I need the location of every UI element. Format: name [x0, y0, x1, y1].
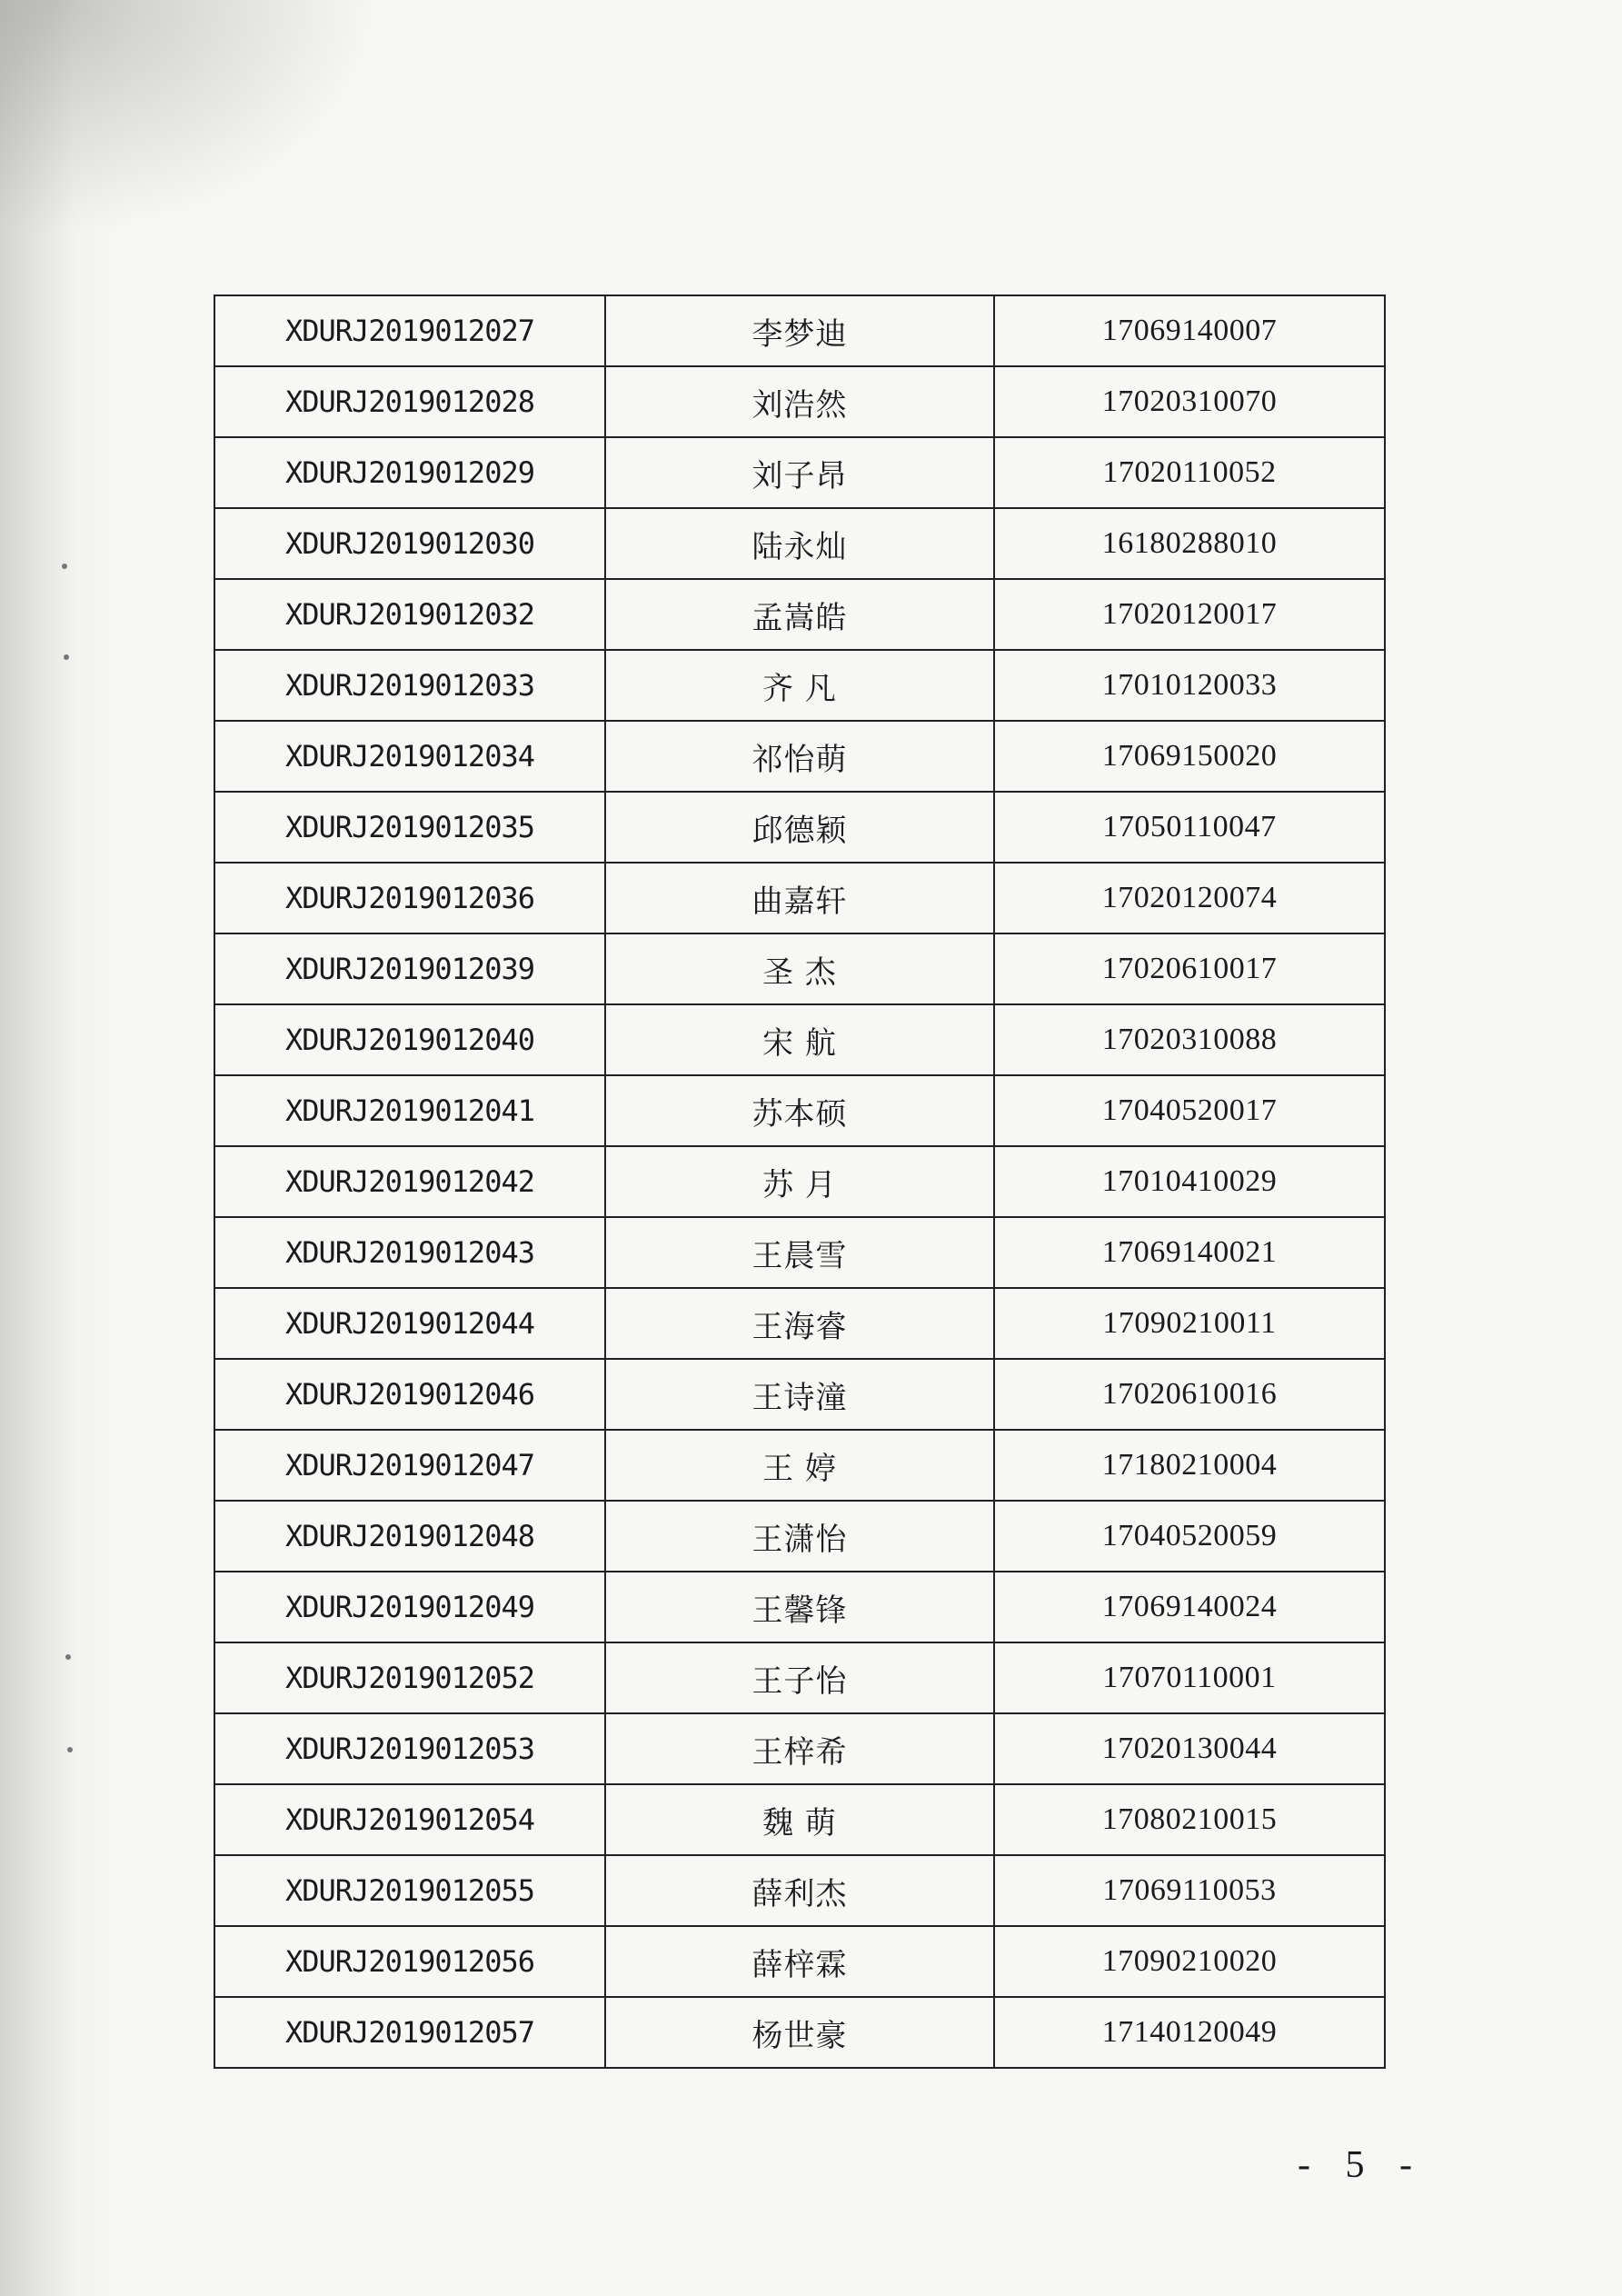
student-number-cell: 17070110001	[994, 1642, 1385, 1713]
student-name-cell: 王晨雪	[605, 1217, 994, 1288]
registration-id-cell: XDURJ2019012028	[214, 366, 605, 437]
table-row	[214, 579, 1385, 650]
table-row	[214, 792, 1385, 863]
student-number-cell: 17090210011	[994, 1288, 1385, 1359]
scan-speck	[62, 564, 67, 569]
table-row	[214, 1713, 1385, 1784]
scan-shadow-top	[0, 0, 382, 236]
student-name-cell: 祁怡萌	[605, 721, 994, 792]
student-name-cell: 齐 凡	[605, 650, 994, 721]
student-name-cell: 陆永灿	[605, 508, 994, 579]
table-row	[214, 1997, 1385, 2068]
table-row	[214, 1572, 1385, 1642]
student-name-cell: 邱德颖	[605, 792, 994, 863]
student-number-cell: 17020310088	[994, 1004, 1385, 1075]
table-row	[214, 1642, 1385, 1713]
student-number-cell: 17040520059	[994, 1501, 1385, 1572]
table-row	[214, 1784, 1385, 1855]
table-row	[214, 508, 1385, 579]
registration-id-cell: XDURJ2019012043	[214, 1217, 605, 1288]
student-number-cell: 17010120033	[994, 650, 1385, 721]
scan-shadow	[0, 0, 127, 2296]
student-number-cell: 17140120049	[994, 1997, 1385, 2068]
registration-id-cell: XDURJ2019012030	[214, 508, 605, 579]
student-number-cell: 17090210020	[994, 1926, 1385, 1997]
registration-id-cell: XDURJ2019012032	[214, 579, 605, 650]
table-row	[214, 650, 1385, 721]
student-name-cell: 王海睿	[605, 1288, 994, 1359]
student-name-cell: 苏本硕	[605, 1075, 994, 1146]
registration-id-cell: XDURJ2019012039	[214, 933, 605, 1004]
student-number-cell: 17020110052	[994, 437, 1385, 508]
student-name-cell: 魏 萌	[605, 1784, 994, 1855]
registration-id-cell: XDURJ2019012041	[214, 1075, 605, 1146]
registration-id-cell: XDURJ2019012054	[214, 1784, 605, 1855]
student-number-cell: 17080210015	[994, 1784, 1385, 1855]
student-number-cell: 17180210004	[994, 1430, 1385, 1501]
student-number-cell: 17020310070	[994, 366, 1385, 437]
student-name-cell: 宋 航	[605, 1004, 994, 1075]
registration-id-cell: XDURJ2019012044	[214, 1288, 605, 1359]
student-name-cell: 薛利杰	[605, 1855, 994, 1926]
registration-id-cell: XDURJ2019012057	[214, 1997, 605, 2068]
table-row	[214, 366, 1385, 437]
table-row	[214, 1288, 1385, 1359]
student-number-cell: 17050110047	[994, 792, 1385, 863]
registration-id-cell: XDURJ2019012036	[214, 863, 605, 933]
student-number-cell: 17040520017	[994, 1075, 1385, 1146]
registration-id-cell: XDURJ2019012053	[214, 1713, 605, 1784]
registration-id-cell: XDURJ2019012049	[214, 1572, 605, 1642]
student-number-cell: 17010410029	[994, 1146, 1385, 1217]
table-row	[214, 863, 1385, 933]
table-row	[214, 1004, 1385, 1075]
scan-speck	[65, 1654, 71, 1660]
table-row	[214, 1075, 1385, 1146]
student-name-cell: 圣 杰	[605, 933, 994, 1004]
student-number-cell: 17020120074	[994, 863, 1385, 933]
table-row	[214, 1430, 1385, 1501]
student-number-cell: 17020610016	[994, 1359, 1385, 1430]
roster-table-body	[214, 295, 1385, 2068]
student-number-cell: 17020130044	[994, 1713, 1385, 1784]
student-name-cell: 李梦迪	[605, 295, 994, 366]
table-row	[214, 1217, 1385, 1288]
student-number-cell: 17069140007	[994, 295, 1385, 366]
registration-id-cell: XDURJ2019012052	[214, 1642, 605, 1713]
table-row	[214, 1501, 1385, 1572]
student-name-cell: 杨世豪	[605, 1997, 994, 2068]
table-row	[214, 1855, 1385, 1926]
registration-id-cell: XDURJ2019012042	[214, 1146, 605, 1217]
table-row	[214, 933, 1385, 1004]
student-name-cell: 王子怡	[605, 1642, 994, 1713]
registration-id-cell: XDURJ2019012033	[214, 650, 605, 721]
table-row	[214, 295, 1385, 366]
student-name-cell: 王馨锋	[605, 1572, 994, 1642]
page-number: - 5 -	[1298, 2144, 1425, 2186]
student-name-cell: 孟嵩皓	[605, 579, 994, 650]
registration-id-cell: XDURJ2019012027	[214, 295, 605, 366]
student-name-cell: 王梓希	[605, 1713, 994, 1784]
student-name-cell: 王潇怡	[605, 1501, 994, 1572]
student-number-cell: 17020610017	[994, 933, 1385, 1004]
scan-speck	[67, 1747, 73, 1752]
table-row	[214, 1146, 1385, 1217]
student-name-cell: 刘子昂	[605, 437, 994, 508]
registration-id-cell: XDURJ2019012048	[214, 1501, 605, 1572]
student-number-cell: 17069110053	[994, 1855, 1385, 1926]
student-name-cell: 薛梓霖	[605, 1926, 994, 1997]
registration-id-cell: XDURJ2019012029	[214, 437, 605, 508]
registration-id-cell: XDURJ2019012040	[214, 1004, 605, 1075]
student-number-cell: 17069140021	[994, 1217, 1385, 1288]
table-row	[214, 1359, 1385, 1430]
student-number-cell: 16180288010	[994, 508, 1385, 579]
registration-id-cell: XDURJ2019012035	[214, 792, 605, 863]
student-name-cell: 王 婷	[605, 1430, 994, 1501]
student-name-cell: 曲嘉轩	[605, 863, 994, 933]
student-number-cell: 17020120017	[994, 579, 1385, 650]
table-row	[214, 721, 1385, 792]
registration-id-cell: XDURJ2019012047	[214, 1430, 605, 1501]
student-number-cell: 17069140024	[994, 1572, 1385, 1642]
table-row	[214, 437, 1385, 508]
registration-id-cell: XDURJ2019012034	[214, 721, 605, 792]
student-name-cell: 刘浩然	[605, 366, 994, 437]
roster-table	[214, 294, 1386, 2069]
table-row	[214, 1926, 1385, 1997]
scan-speck	[64, 654, 69, 660]
registration-id-cell: XDURJ2019012046	[214, 1359, 605, 1430]
student-name-cell: 苏 月	[605, 1146, 994, 1217]
student-name-cell: 王诗潼	[605, 1359, 994, 1430]
student-number-cell: 17069150020	[994, 721, 1385, 792]
registration-id-cell: XDURJ2019012056	[214, 1926, 605, 1997]
registration-id-cell: XDURJ2019012055	[214, 1855, 605, 1926]
